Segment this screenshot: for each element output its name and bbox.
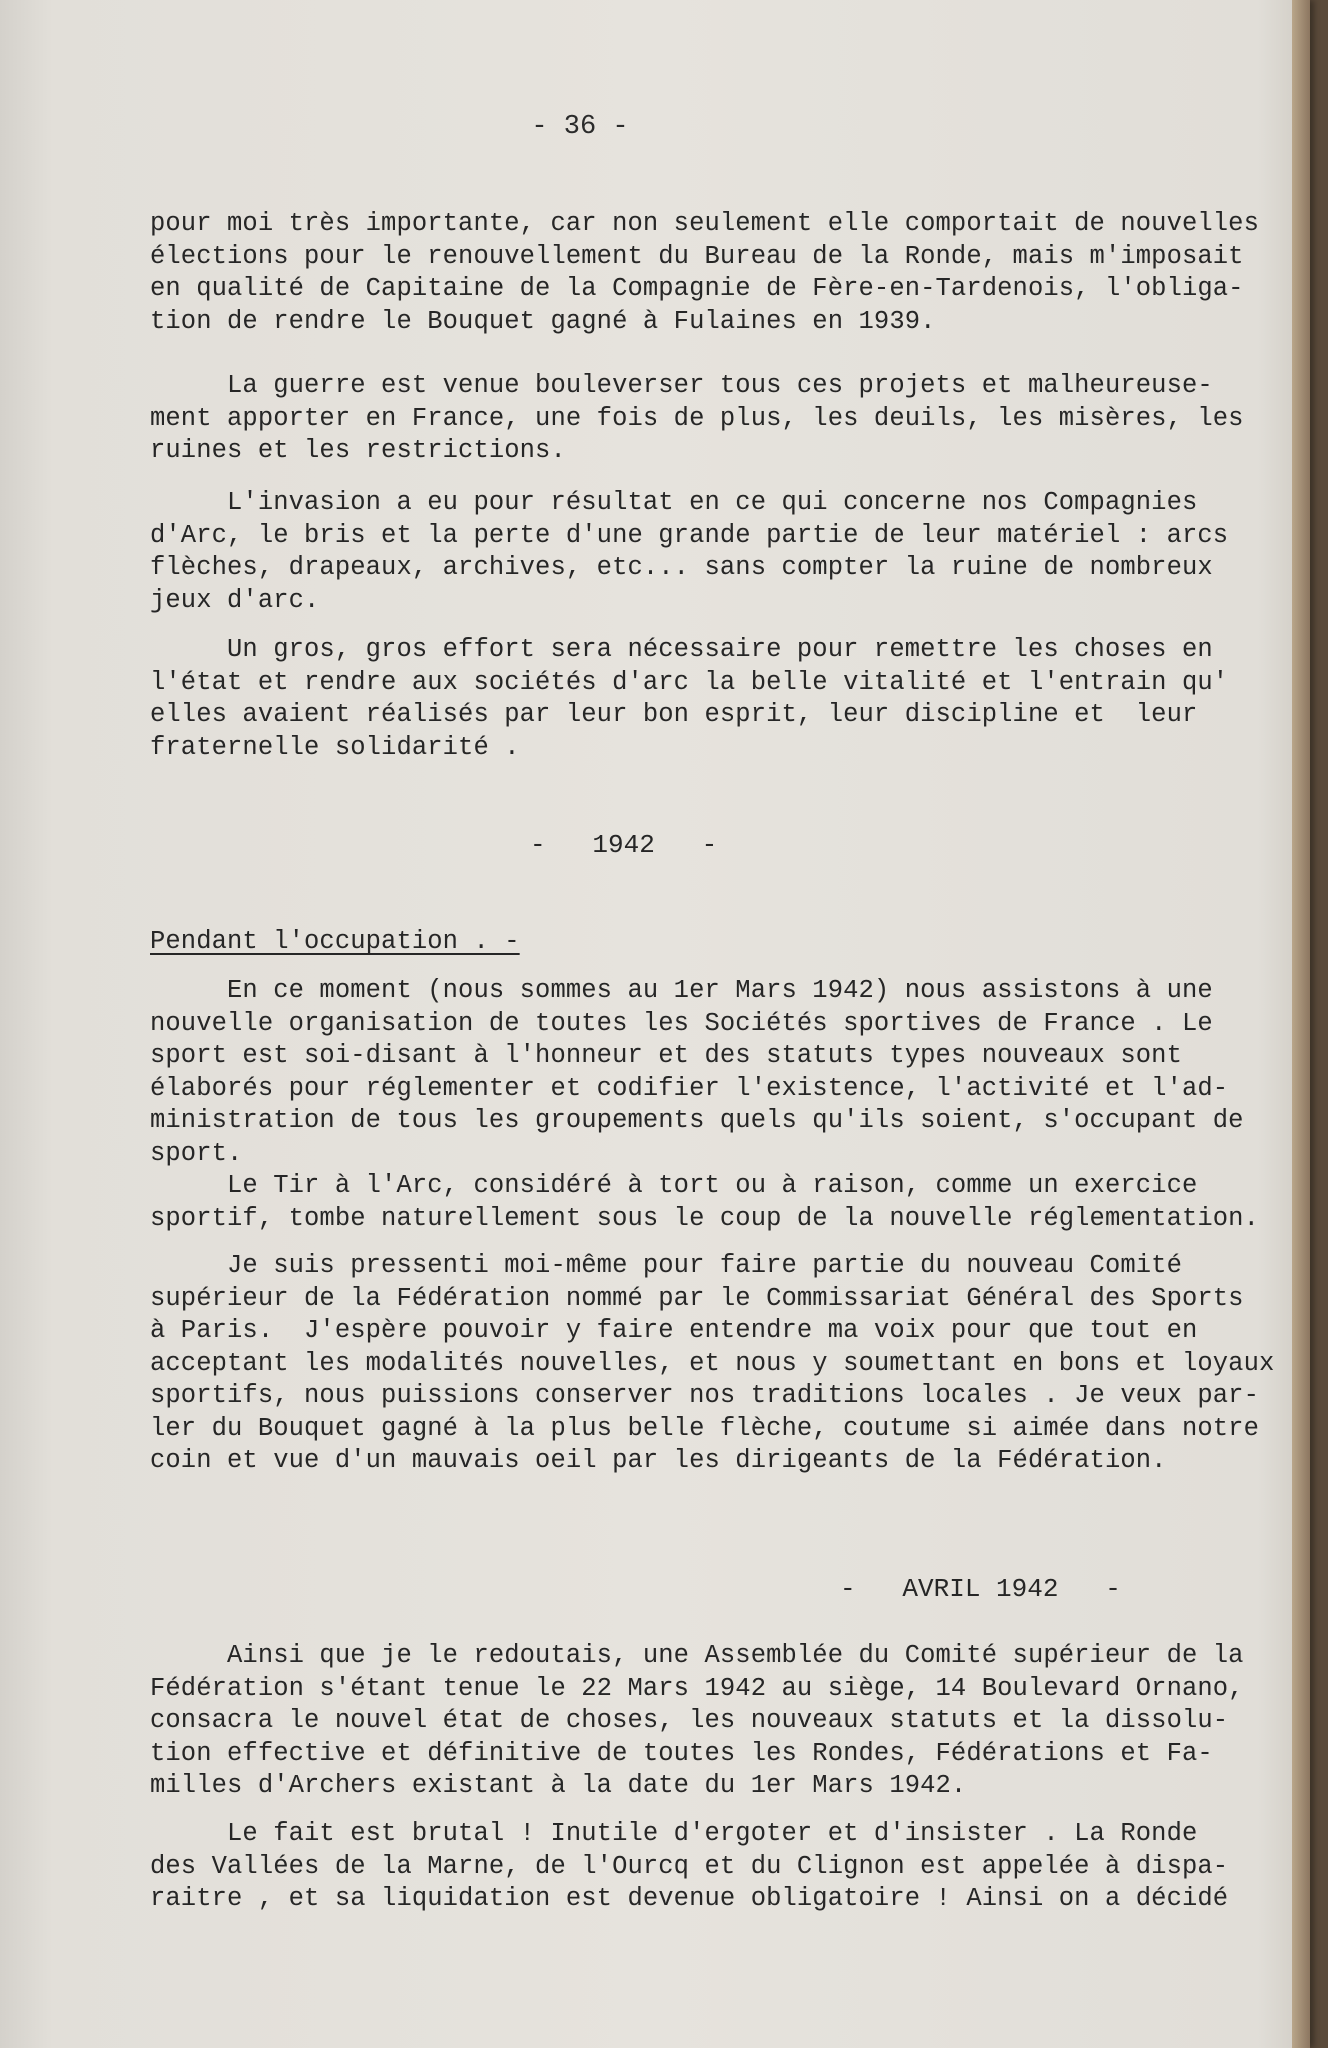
paragraph-7: Ainsi que je le redoutais, une Assemblée du Comité supérieur de la Fédération s'étant tenue le 22 Mars 1942 au siège, 14 Boulevard Ornano, consacra le nouvel état de choses, les nouveaux statuts et la dissolu- tion effective et définitive de toutes les Rondes, Fédérations et Fa- milles d'Archers existant à la date du 1er Mars 1942. [150, 1641, 1244, 1800]
paragraph-5: En ce moment (nous sommes au 1er Mars 1942) nous assistons à une nouvelle organisation de toutes les Sociétés sportives de France . Le sport est soi-disant à l'honneur et des statuts types nouveaux sont élaborés pour réglementer et codifier l'existence, l'activité et l'ad- ministration de tous les groupements quels qu'ils soient, s'occupant de sport. Le Tir à l'Arc, considéré à tort ou à raison, comme un exercice sportif, tombe naturellement sous le coup de la nouvelle réglementation. [150, 976, 1259, 1233]
paragraph-3: L'invasion a eu pour résultat en ce qui concerne nos Compagnies d'Arc, le bris et la perte d'une grande partie de leur matériel : arcs flèches, drapeaux, archives, etc... sans compter la ruine de nombreux jeux d'arc. [150, 488, 1229, 615]
section-heading-avril-1942: - AVRIL 1942 - [840, 1574, 1121, 1604]
paragraph-2: La guerre est venue bouleverser tous ces projets et malheureuse- ment apporter en France, une fois de plus, les deuils, les misères, les ruines et les restrictions. [150, 371, 1244, 465]
page-number: - 36 - [531, 112, 629, 142]
section-subheading: Pendant l'occupation . - [150, 927, 520, 956]
paragraph-8: Le fait est brutal ! Inutile d'ergoter et d'insister . La Ronde des Vallées de la Marne, de l'Ourcq et du Clignon est appelée à dispa- raitre , et sa liquidation est devenue obligatoire ! Ainsi on a décidé [150, 1819, 1229, 1913]
paragraph-1: pour moi très importante, car non seulement elle comportait de nouvelles élections pour le renouvellement du Bureau de la Ronde, mais m'imposait en qualité de Capitaine de la Compagnie de Fère-en-Tardenois, l'obliga- tion de rendre le Bouquet gagné à Fulaines en 1939. [150, 209, 1259, 336]
section-heading-1942: - 1942 - [530, 830, 718, 860]
paragraph-6: Je suis pressenti moi-même pour faire partie du nouveau Comité supérieur de la Fédération nommé par le Commissariat Général des Sports à Paris. J'espère pouvoir y faire entendre ma voix pour que tout en acceptant les modalités nouvelles, et nous y soumettant en bons et loyaux sportifs, nous puissions conserver nos traditions locales . Je veux par- ler du Bouquet gagné à la plus belle flèche, coutume si aimée dans notre coin et vue d'un mauvais oeil par les dirigeants de la Fédération. [150, 1251, 1275, 1475]
paragraph-4: Un gros, gros effort sera nécessaire pour remettre les choses en l'état et rendre aux sociétés d'arc la belle vitalité et l'entrain qu' elles avaient réalisés par leur bon esprit, leur discipline et leur fraternelle solidarité . [150, 635, 1229, 762]
